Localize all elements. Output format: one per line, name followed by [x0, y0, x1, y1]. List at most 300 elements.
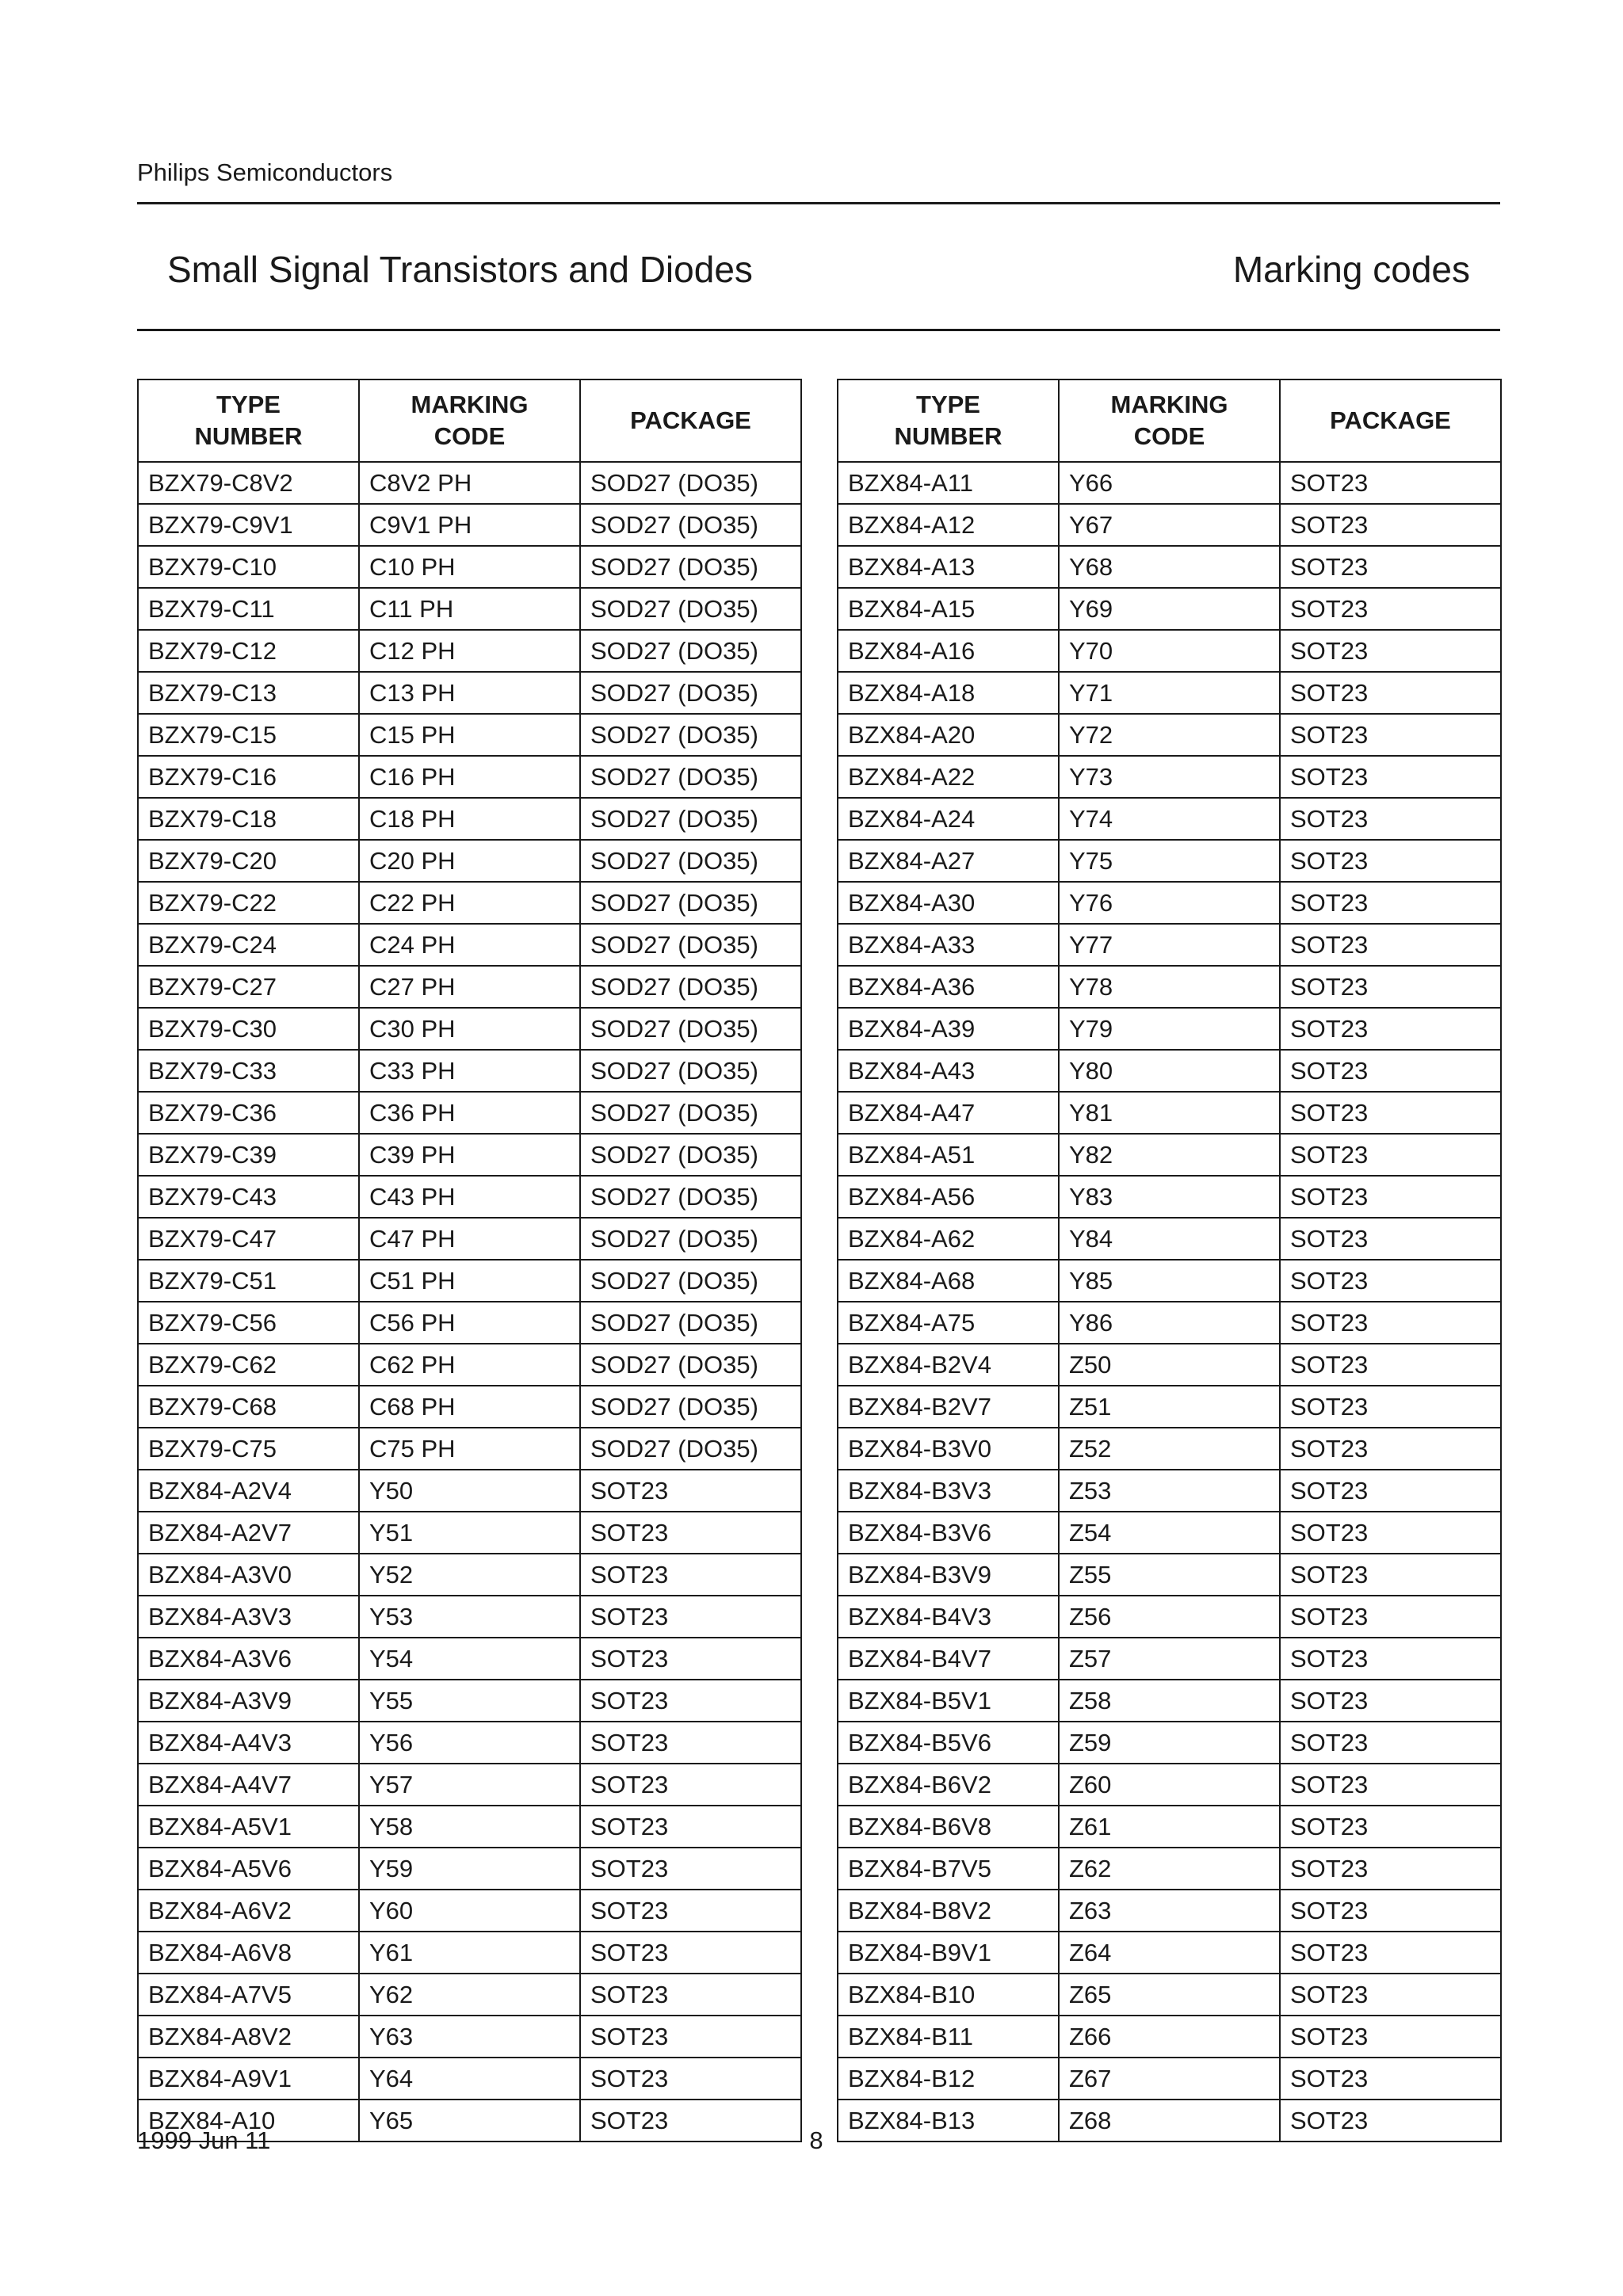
type-number-cell: BZX84-A6V2 — [138, 1890, 359, 1932]
marking-code-cell: C16 PH — [359, 756, 580, 798]
table-row — [138, 1722, 801, 1764]
company-name: Philips Semiconductors — [137, 158, 393, 186]
type-number-cell: BZX84-B4V3 — [838, 1596, 1059, 1638]
type-number-cell: BZX84-A22 — [838, 756, 1059, 798]
marking-code-cell: C22 PH — [359, 882, 580, 924]
table-row — [138, 1806, 801, 1848]
table-row — [138, 1890, 801, 1932]
package-cell: SOD27 (DO35) — [580, 672, 801, 714]
marking-code-cell: C8V2 PH — [359, 462, 580, 504]
marking-code-cell: Z52 — [1059, 1428, 1280, 1470]
type-number-cell: BZX84-B5V1 — [838, 1680, 1059, 1722]
header-rule-top — [137, 202, 1500, 204]
type-number-cell: BZX84-B6V8 — [838, 1806, 1059, 1848]
type-number-cell: BZX84-A15 — [838, 588, 1059, 630]
package-cell: SOT23 — [580, 1806, 801, 1848]
package-cell: SOT23 — [580, 2016, 801, 2058]
table-row — [138, 1512, 801, 1554]
type-number-cell: BZX79-C39 — [138, 1134, 359, 1176]
table-row — [838, 1008, 1501, 1050]
table-row — [138, 546, 801, 588]
package-cell: SOD27 (DO35) — [580, 1092, 801, 1134]
marking-code-cell: Y64 — [359, 2058, 580, 2100]
package-cell: SOT23 — [1280, 546, 1501, 588]
type-number-cell: BZX84-B12 — [838, 2058, 1059, 2100]
marking-code-cell: Y56 — [359, 1722, 580, 1764]
package-cell: SOT23 — [1280, 1050, 1501, 1092]
type-number-cell: BZX84-B2V7 — [838, 1386, 1059, 1428]
package-cell: SOT23 — [1280, 1092, 1501, 1134]
marking-code-cell: C10 PH — [359, 546, 580, 588]
type-number-cell: BZX79-C11 — [138, 588, 359, 630]
table-row — [138, 1302, 801, 1344]
package-cell: SOT23 — [580, 1680, 801, 1722]
header-package: PACKAGE — [580, 379, 801, 462]
package-cell: SOT23 — [1280, 1764, 1501, 1806]
marking-code-cell: Y57 — [359, 1764, 580, 1806]
marking-code-cell: C33 PH — [359, 1050, 580, 1092]
table-row — [138, 1428, 801, 1470]
type-number-cell: BZX84-A68 — [838, 1260, 1059, 1302]
table-row — [138, 462, 801, 504]
table-row — [138, 1092, 801, 1134]
table-row — [838, 714, 1501, 756]
type-number-cell: BZX84-A36 — [838, 966, 1059, 1008]
type-number-cell: BZX84-A30 — [838, 882, 1059, 924]
header-type-number: TYPE NUMBER — [838, 379, 1059, 462]
table-row — [138, 630, 801, 672]
marking-code-cell: Y52 — [359, 1554, 580, 1596]
marking-code-cell: C13 PH — [359, 672, 580, 714]
marking-code-cell: Y67 — [1059, 504, 1280, 546]
marking-code-cell: Z55 — [1059, 1554, 1280, 1596]
package-cell: SOT23 — [1280, 1554, 1501, 1596]
type-number-cell: BZX79-C13 — [138, 672, 359, 714]
table-row — [838, 1302, 1501, 1344]
table-row — [138, 1470, 801, 1512]
package-cell: SOT23 — [1280, 1680, 1501, 1722]
table-row — [838, 1764, 1501, 1806]
type-number-cell: BZX84-B9V1 — [838, 1932, 1059, 1974]
table-row — [838, 1554, 1501, 1596]
table-row — [838, 2058, 1501, 2100]
marking-code-cell: Y55 — [359, 1680, 580, 1722]
table-row — [138, 1974, 801, 2016]
table-row — [138, 1008, 801, 1050]
type-number-cell: BZX84-A12 — [838, 504, 1059, 546]
package-cell: SOD27 (DO35) — [580, 588, 801, 630]
type-number-cell: BZX84-A5V6 — [138, 1848, 359, 1890]
type-number-cell: BZX79-C30 — [138, 1008, 359, 1050]
package-cell: SOD27 (DO35) — [580, 1050, 801, 1092]
table-body-right — [838, 462, 1501, 2142]
footer-date: 1999 Jun 11 — [137, 2126, 271, 2154]
table-row — [838, 630, 1501, 672]
table-row — [838, 462, 1501, 504]
package-cell: SOT23 — [1280, 1848, 1501, 1890]
table-row — [138, 840, 801, 882]
header-package: PACKAGE — [1280, 379, 1501, 462]
package-cell: SOT23 — [1280, 1596, 1501, 1638]
package-cell: SOT23 — [1280, 924, 1501, 966]
marking-code-cell: Y51 — [359, 1512, 580, 1554]
marking-code-cell: C39 PH — [359, 1134, 580, 1176]
package-cell: SOT23 — [1280, 630, 1501, 672]
marking-code-cell: Z54 — [1059, 1512, 1280, 1554]
type-number-cell: BZX84-A43 — [838, 1050, 1059, 1092]
type-number-cell: BZX84-A4V7 — [138, 1764, 359, 1806]
table-header-row — [138, 379, 801, 462]
type-number-cell: BZX79-C75 — [138, 1428, 359, 1470]
marking-code-cell: Z62 — [1059, 1848, 1280, 1890]
type-number-cell: BZX79-C15 — [138, 714, 359, 756]
table-row — [138, 672, 801, 714]
marking-code-cell: Y82 — [1059, 1134, 1280, 1176]
table-row — [838, 1344, 1501, 1386]
package-cell: SOT23 — [580, 1596, 801, 1638]
marking-code-cell: Y65 — [359, 2100, 580, 2142]
marking-code-cell: Y71 — [1059, 672, 1280, 714]
table-row — [838, 1218, 1501, 1260]
table-row — [138, 714, 801, 756]
table-row — [838, 1806, 1501, 1848]
type-number-cell: BZX84-A13 — [838, 546, 1059, 588]
marking-code-cell: Y60 — [359, 1890, 580, 1932]
table-row — [838, 588, 1501, 630]
table-row — [838, 1932, 1501, 1974]
marking-code-cell: Y66 — [1059, 462, 1280, 504]
package-cell: SOD27 (DO35) — [580, 1008, 801, 1050]
type-number-cell: BZX84-A33 — [838, 924, 1059, 966]
marking-code-cell: Y68 — [1059, 546, 1280, 588]
marking-code-cell: C75 PH — [359, 1428, 580, 1470]
package-cell: SOD27 (DO35) — [580, 1218, 801, 1260]
marking-code-cell: Z67 — [1059, 2058, 1280, 2100]
table-row — [838, 1974, 1501, 2016]
marking-code-cell: C27 PH — [359, 966, 580, 1008]
marking-code-cell: C30 PH — [359, 1008, 580, 1050]
type-number-cell: BZX79-C36 — [138, 1092, 359, 1134]
type-number-cell: BZX84-B6V2 — [838, 1764, 1059, 1806]
table-row — [138, 2058, 801, 2100]
package-cell: SOD27 (DO35) — [580, 882, 801, 924]
type-number-cell: BZX84-A9V1 — [138, 2058, 359, 2100]
type-number-cell: BZX84-B3V9 — [838, 1554, 1059, 1596]
type-number-cell: BZX79-C43 — [138, 1176, 359, 1218]
table-row — [138, 756, 801, 798]
table-row — [838, 1638, 1501, 1680]
type-number-cell: BZX79-C24 — [138, 924, 359, 966]
table-row — [138, 1848, 801, 1890]
package-cell: SOD27 (DO35) — [580, 924, 801, 966]
package-cell: SOT23 — [580, 2100, 801, 2142]
marking-code-cell: C11 PH — [359, 588, 580, 630]
table-row — [138, 504, 801, 546]
header-rule-bottom — [137, 329, 1500, 331]
package-cell: SOD27 (DO35) — [580, 1386, 801, 1428]
type-number-cell: BZX84-B11 — [838, 2016, 1059, 2058]
table-row — [138, 1050, 801, 1092]
marking-table-left — [137, 379, 802, 2142]
type-number-cell: BZX79-C8V2 — [138, 462, 359, 504]
type-number-cell: BZX84-A10 — [138, 2100, 359, 2142]
type-number-cell: BZX84-B10 — [838, 1974, 1059, 2016]
marking-code-cell: Y59 — [359, 1848, 580, 1890]
table-row — [838, 1092, 1501, 1134]
type-number-cell: BZX79-C47 — [138, 1218, 359, 1260]
table-row — [838, 2016, 1501, 2058]
type-number-cell: BZX84-A3V6 — [138, 1638, 359, 1680]
marking-code-cell: Y86 — [1059, 1302, 1280, 1344]
marking-code-cell: Y61 — [359, 1932, 580, 1974]
table-row — [138, 924, 801, 966]
table-row — [838, 1386, 1501, 1428]
package-cell: SOT23 — [1280, 1008, 1501, 1050]
package-cell: SOT23 — [1280, 1512, 1501, 1554]
table-row — [138, 882, 801, 924]
marking-code-cell: Y74 — [1059, 798, 1280, 840]
package-cell: SOD27 (DO35) — [580, 756, 801, 798]
package-cell: SOD27 (DO35) — [580, 546, 801, 588]
type-number-cell: BZX84-B8V2 — [838, 1890, 1059, 1932]
marking-code-cell: Y81 — [1059, 1092, 1280, 1134]
marking-code-cell: Z64 — [1059, 1932, 1280, 1974]
table-row — [838, 504, 1501, 546]
table-row — [838, 1848, 1501, 1890]
type-number-cell: BZX84-A24 — [838, 798, 1059, 840]
table-row — [838, 840, 1501, 882]
marking-code-cell: Y76 — [1059, 882, 1280, 924]
package-cell: SOT23 — [580, 1470, 801, 1512]
type-number-cell: BZX84-A56 — [838, 1176, 1059, 1218]
type-number-cell: BZX79-C56 — [138, 1302, 359, 1344]
marking-code-cell: Y58 — [359, 1806, 580, 1848]
table-row — [138, 1638, 801, 1680]
type-number-cell: BZX79-C20 — [138, 840, 359, 882]
table-row — [838, 1260, 1501, 1302]
table-row — [138, 1386, 801, 1428]
type-number-cell: BZX79-C12 — [138, 630, 359, 672]
package-cell: SOD27 (DO35) — [580, 1134, 801, 1176]
table-row — [138, 1764, 801, 1806]
package-cell: SOT23 — [580, 1890, 801, 1932]
marking-code-cell: Z61 — [1059, 1806, 1280, 1848]
marking-code-cell: Z66 — [1059, 2016, 1280, 2058]
package-cell: SOD27 (DO35) — [580, 1302, 801, 1344]
type-number-cell: BZX84-A2V4 — [138, 1470, 359, 1512]
package-cell: SOT23 — [1280, 1176, 1501, 1218]
table-body-left — [138, 462, 801, 2142]
type-number-cell: BZX79-C33 — [138, 1050, 359, 1092]
package-cell: SOT23 — [1280, 1386, 1501, 1428]
marking-code-cell: Z50 — [1059, 1344, 1280, 1386]
marking-code-cell: Z56 — [1059, 1596, 1280, 1638]
marking-code-cell: Y84 — [1059, 1218, 1280, 1260]
marking-code-cell: Y53 — [359, 1596, 580, 1638]
type-number-cell: BZX84-A3V9 — [138, 1680, 359, 1722]
marking-code-cell: Y85 — [1059, 1260, 1280, 1302]
type-number-cell: BZX84-A5V1 — [138, 1806, 359, 1848]
type-number-cell: BZX84-A20 — [838, 714, 1059, 756]
package-cell: SOT23 — [1280, 1974, 1501, 2016]
type-number-cell: BZX84-B7V5 — [838, 1848, 1059, 1890]
marking-code-cell: Y80 — [1059, 1050, 1280, 1092]
package-cell: SOD27 (DO35) — [580, 1344, 801, 1386]
type-number-cell: BZX84-B2V4 — [838, 1344, 1059, 1386]
marking-code-cell: C62 PH — [359, 1344, 580, 1386]
table-header-row — [838, 379, 1501, 462]
marking-code-cell: C68 PH — [359, 1386, 580, 1428]
marking-code-cell: C20 PH — [359, 840, 580, 882]
package-cell: SOT23 — [1280, 756, 1501, 798]
table-row — [838, 1512, 1501, 1554]
type-number-cell: BZX84-A51 — [838, 1134, 1059, 1176]
table-row — [138, 1218, 801, 1260]
table-row — [838, 1428, 1501, 1470]
marking-code-cell: C51 PH — [359, 1260, 580, 1302]
marking-code-cell: Y50 — [359, 1470, 580, 1512]
table-row — [138, 798, 801, 840]
type-number-cell: BZX84-A7V5 — [138, 1974, 359, 2016]
package-cell: SOT23 — [1280, 2016, 1501, 2058]
marking-code-cell: C15 PH — [359, 714, 580, 756]
type-number-cell: BZX84-A3V0 — [138, 1554, 359, 1596]
package-cell: SOT23 — [1280, 1638, 1501, 1680]
package-cell: SOD27 (DO35) — [580, 1260, 801, 1302]
package-cell: SOT23 — [1280, 672, 1501, 714]
type-number-cell: BZX84-B5V6 — [838, 1722, 1059, 1764]
page-number: 8 — [809, 2126, 823, 2154]
table-row — [838, 798, 1501, 840]
marking-code-cell: Y62 — [359, 1974, 580, 2016]
table-row — [138, 2016, 801, 2058]
type-number-cell: BZX79-C9V1 — [138, 504, 359, 546]
package-cell: SOT23 — [1280, 1428, 1501, 1470]
type-number-cell: BZX84-A11 — [838, 462, 1059, 504]
package-cell: SOD27 (DO35) — [580, 462, 801, 504]
package-cell: SOT23 — [580, 1512, 801, 1554]
marking-code-cell: Y54 — [359, 1638, 580, 1680]
package-cell: SOT23 — [1280, 588, 1501, 630]
header-type-number: TYPE NUMBER — [138, 379, 359, 462]
marking-code-cell: Y70 — [1059, 630, 1280, 672]
package-cell: SOT23 — [1280, 504, 1501, 546]
table-row — [138, 1554, 801, 1596]
marking-code-cell: Z51 — [1059, 1386, 1280, 1428]
table-row — [838, 882, 1501, 924]
marking-code-cell: Z59 — [1059, 1722, 1280, 1764]
table-row — [838, 1890, 1501, 1932]
package-cell: SOT23 — [1280, 714, 1501, 756]
package-cell: SOT23 — [1280, 462, 1501, 504]
marking-code-cell: C12 PH — [359, 630, 580, 672]
marking-code-cell: Y77 — [1059, 924, 1280, 966]
package-cell: SOT23 — [580, 1638, 801, 1680]
type-number-cell: BZX84-A27 — [838, 840, 1059, 882]
marking-code-cell: Y78 — [1059, 966, 1280, 1008]
type-number-cell: BZX79-C51 — [138, 1260, 359, 1302]
marking-code-cell: C43 PH — [359, 1176, 580, 1218]
marking-code-cell: Y73 — [1059, 756, 1280, 798]
type-number-cell: BZX79-C16 — [138, 756, 359, 798]
marking-code-cell: Z60 — [1059, 1764, 1280, 1806]
marking-code-cell: Z53 — [1059, 1470, 1280, 1512]
type-number-cell: BZX84-A2V7 — [138, 1512, 359, 1554]
marking-code-cell: Y69 — [1059, 588, 1280, 630]
table-row — [138, 1260, 801, 1302]
package-cell: SOD27 (DO35) — [580, 798, 801, 840]
package-cell: SOT23 — [580, 1974, 801, 2016]
type-number-cell: BZX84-B13 — [838, 2100, 1059, 2142]
marking-code-cell: C9V1 PH — [359, 504, 580, 546]
table-row — [838, 1680, 1501, 1722]
table-row — [138, 1134, 801, 1176]
marking-code-cell: Y75 — [1059, 840, 1280, 882]
marking-code-cell: C36 PH — [359, 1092, 580, 1134]
type-number-cell: BZX84-A4V3 — [138, 1722, 359, 1764]
package-cell: SOT23 — [580, 1848, 801, 1890]
package-cell: SOT23 — [1280, 1722, 1501, 1764]
type-number-cell: BZX79-C62 — [138, 1344, 359, 1386]
marking-code-cell: Z63 — [1059, 1890, 1280, 1932]
table-row — [838, 546, 1501, 588]
package-cell: SOT23 — [580, 1722, 801, 1764]
table-row — [138, 1176, 801, 1218]
table-row — [138, 1680, 801, 1722]
package-cell: SOD27 (DO35) — [580, 504, 801, 546]
type-number-cell: BZX84-B3V0 — [838, 1428, 1059, 1470]
table-row — [838, 1722, 1501, 1764]
type-number-cell: BZX79-C22 — [138, 882, 359, 924]
marking-code-cell: Z57 — [1059, 1638, 1280, 1680]
type-number-cell: BZX84-B3V6 — [838, 1512, 1059, 1554]
marking-code-cell: Z58 — [1059, 1680, 1280, 1722]
table-row — [138, 1344, 801, 1386]
package-cell: SOD27 (DO35) — [580, 1176, 801, 1218]
type-number-cell: BZX84-A62 — [838, 1218, 1059, 1260]
header-marking-code: MARKING CODE — [1059, 379, 1280, 462]
package-cell: SOD27 (DO35) — [580, 966, 801, 1008]
package-cell: SOT23 — [1280, 840, 1501, 882]
marking-code-cell: Z68 — [1059, 2100, 1280, 2142]
header-marking-code: MARKING CODE — [359, 379, 580, 462]
type-number-cell: BZX84-B4V7 — [838, 1638, 1059, 1680]
package-cell: SOT23 — [1280, 882, 1501, 924]
table-row — [138, 588, 801, 630]
type-number-cell: BZX84-A16 — [838, 630, 1059, 672]
document-title: Small Signal Transistors and Diodes — [167, 249, 753, 290]
type-number-cell: BZX84-A47 — [838, 1092, 1059, 1134]
type-number-cell: BZX84-A75 — [838, 1302, 1059, 1344]
marking-code-cell: Z65 — [1059, 1974, 1280, 2016]
marking-code-cell: C24 PH — [359, 924, 580, 966]
package-cell: SOT23 — [1280, 966, 1501, 1008]
package-cell: SOD27 (DO35) — [580, 840, 801, 882]
table-row — [838, 1050, 1501, 1092]
package-cell: SOD27 (DO35) — [580, 714, 801, 756]
package-cell: SOT23 — [580, 2058, 801, 2100]
table-row — [138, 966, 801, 1008]
type-number-cell: BZX84-A8V2 — [138, 2016, 359, 2058]
table-row — [838, 924, 1501, 966]
table-row — [838, 756, 1501, 798]
table-row — [838, 2100, 1501, 2142]
package-cell: SOT23 — [1280, 1302, 1501, 1344]
package-cell: SOT23 — [1280, 798, 1501, 840]
table-row — [838, 672, 1501, 714]
package-cell: SOT23 — [1280, 1806, 1501, 1848]
package-cell: SOT23 — [580, 1554, 801, 1596]
